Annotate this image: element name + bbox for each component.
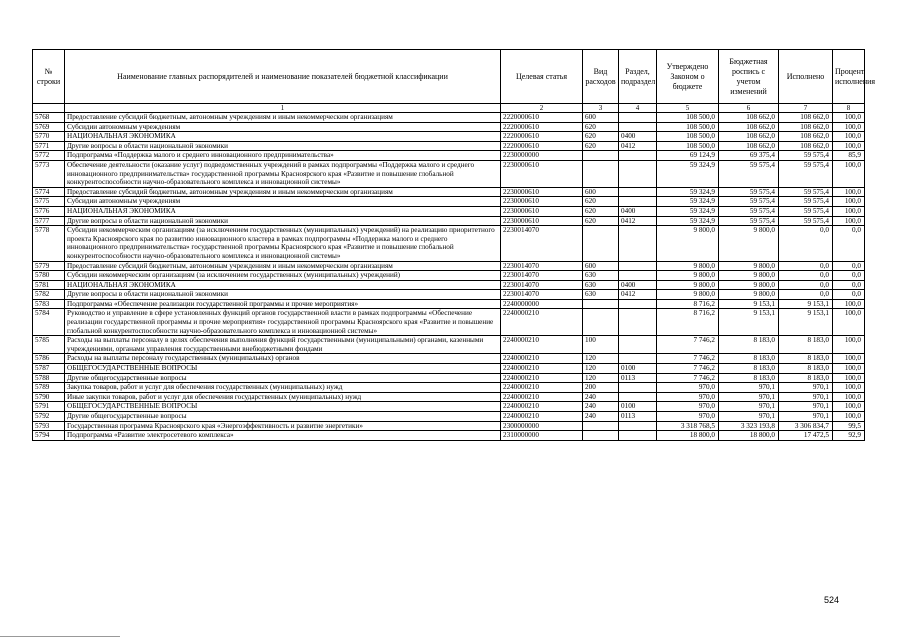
cell-row-number: 5784 xyxy=(33,309,65,336)
cell-expense-type: 120 xyxy=(583,373,619,383)
cell-name: Закупка товаров, работ и услуг для обеспечения государственных (муниципальных) нужд xyxy=(65,383,501,393)
cell-row-number: 5777 xyxy=(33,216,65,226)
cell-budget-schedule: 9 800,0 xyxy=(719,290,779,300)
cell-row-number: 5779 xyxy=(33,261,65,271)
cell-name: Иные закупки товаров, работ и услуг для обеспечения государственных (муниципальных) нужд xyxy=(65,392,501,402)
cell-approved: 7 746,2 xyxy=(657,373,719,383)
cell-section xyxy=(619,122,657,132)
cell-expense-type: 600 xyxy=(583,113,619,123)
page-number: 524 xyxy=(823,595,839,605)
cell-percent: 0,0 xyxy=(833,226,865,261)
cell-target-article: 2240000210 xyxy=(501,402,583,412)
header-row-number: № строки xyxy=(33,50,65,104)
cell-section: 0412 xyxy=(619,141,657,151)
cell-expense-type: 620 xyxy=(583,206,619,216)
cell-expense-type: 600 xyxy=(583,187,619,197)
cell-name: Другие вопросы в области национальной экономики xyxy=(65,141,501,151)
cell-expense-type: 100 xyxy=(583,336,619,354)
cell-row-number: 5773 xyxy=(33,160,65,187)
cell-approved: 108 500,0 xyxy=(657,132,719,142)
cell-name: Субсидии автономным учреждениям xyxy=(65,197,501,207)
cell-budget-schedule: 59 575,4 xyxy=(719,216,779,226)
cell-section: 0412 xyxy=(619,290,657,300)
cell-section: 0400 xyxy=(619,132,657,142)
cell-executed: 8 183,0 xyxy=(779,373,833,383)
cell-section xyxy=(619,421,657,431)
cell-target-article: 2230000610 xyxy=(501,216,583,226)
cell-approved: 59 324,9 xyxy=(657,160,719,187)
cell-section: 0100 xyxy=(619,364,657,374)
cell-name: Другие общегосударственные вопросы xyxy=(65,373,501,383)
cell-name: Государственная программа Красноярского края «Энергоэффективность и развитие энергетики» xyxy=(65,421,501,431)
cell-approved: 18 800,0 xyxy=(657,431,719,441)
column-number: 8 xyxy=(833,104,865,113)
cell-percent: 100,0 xyxy=(833,299,865,309)
cell-expense-type xyxy=(583,160,619,187)
cell-approved: 69 124,9 xyxy=(657,151,719,161)
cell-row-number: 5787 xyxy=(33,364,65,374)
cell-budget-schedule: 9 800,0 xyxy=(719,271,779,281)
table-row xyxy=(33,226,865,261)
cell-percent: 100,0 xyxy=(833,216,865,226)
cell-executed: 59 575,4 xyxy=(779,160,833,187)
cell-percent: 100,0 xyxy=(833,336,865,354)
cell-approved: 59 324,9 xyxy=(657,187,719,197)
table-row xyxy=(33,280,865,290)
cell-target-article: 2240000210 xyxy=(501,383,583,393)
cell-percent: 85,9 xyxy=(833,151,865,161)
table-row xyxy=(33,364,865,374)
cell-target-article: 2230000610 xyxy=(501,160,583,187)
cell-row-number: 5786 xyxy=(33,354,65,364)
cell-budget-schedule: 970,1 xyxy=(719,392,779,402)
cell-section: 0100 xyxy=(619,402,657,412)
cell-approved: 970,0 xyxy=(657,412,719,422)
cell-percent: 0,0 xyxy=(833,290,865,300)
cell-budget-schedule: 59 575,4 xyxy=(719,187,779,197)
cell-approved: 970,0 xyxy=(657,392,719,402)
cell-target-article: 2300000000 xyxy=(501,421,583,431)
cell-section xyxy=(619,151,657,161)
table-row xyxy=(33,299,865,309)
cell-section: 0113 xyxy=(619,412,657,422)
cell-percent: 0,0 xyxy=(833,271,865,281)
cell-target-article: 2240000210 xyxy=(501,309,583,336)
cell-executed: 970,1 xyxy=(779,392,833,402)
cell-name: Расходы на выплаты персоналу в целях обеспечения выполнения функций государственными (муниципальными) органами, казенными учреждениями, органами управления государственными внебюджетными фондами xyxy=(65,336,501,354)
cell-budget-schedule: 69 375,4 xyxy=(719,151,779,161)
cell-target-article: 2310000000 xyxy=(501,431,583,441)
cell-row-number: 5789 xyxy=(33,383,65,393)
cell-name: ОБЩЕГОСУДАРСТВЕННЫЕ ВОПРОСЫ xyxy=(65,402,501,412)
cell-percent: 100,0 xyxy=(833,141,865,151)
table-row xyxy=(33,421,865,431)
table-row xyxy=(33,354,865,364)
cell-section: 0412 xyxy=(619,216,657,226)
cell-section xyxy=(619,187,657,197)
cell-section xyxy=(619,383,657,393)
header-approved: Утверждено Законом о бюджете xyxy=(657,50,719,104)
cell-expense-type xyxy=(583,421,619,431)
header-executed: Исполнено xyxy=(779,50,833,104)
cell-section xyxy=(619,431,657,441)
column-number-row xyxy=(33,104,865,113)
cell-section xyxy=(619,160,657,187)
cell-approved: 970,0 xyxy=(657,402,719,412)
cell-expense-type: 600 xyxy=(583,261,619,271)
cell-row-number: 5792 xyxy=(33,412,65,422)
cell-approved: 7 746,2 xyxy=(657,354,719,364)
cell-approved: 9 800,0 xyxy=(657,271,719,281)
cell-row-number: 5794 xyxy=(33,431,65,441)
cell-budget-schedule: 3 323 193,8 xyxy=(719,421,779,431)
cell-name: Предоставление субсидий бюджетным, автономным учреждениям и иным некоммерческим организациям xyxy=(65,113,501,123)
cell-budget-schedule: 9 800,0 xyxy=(719,261,779,271)
header-percent: Процент исполнения xyxy=(833,50,865,104)
cell-executed: 0,0 xyxy=(779,226,833,261)
cell-approved: 108 500,0 xyxy=(657,122,719,132)
table-row xyxy=(33,160,865,187)
cell-executed: 3 306 834,7 xyxy=(779,421,833,431)
cell-approved: 9 800,0 xyxy=(657,290,719,300)
cell-executed: 108 662,0 xyxy=(779,113,833,123)
column-number: 3 xyxy=(583,104,619,113)
cell-section xyxy=(619,113,657,123)
cell-name: НАЦИОНАЛЬНАЯ ЭКОНОМИКА xyxy=(65,206,501,216)
cell-expense-type: 630 xyxy=(583,290,619,300)
cell-expense-type: 620 xyxy=(583,141,619,151)
cell-section xyxy=(619,336,657,354)
cell-section xyxy=(619,197,657,207)
cell-target-article: 2220000610 xyxy=(501,141,583,151)
cell-percent: 100,0 xyxy=(833,412,865,422)
cell-expense-type: 240 xyxy=(583,412,619,422)
cell-expense-type: 240 xyxy=(583,392,619,402)
cell-approved: 59 324,9 xyxy=(657,206,719,216)
cell-executed: 8 183,0 xyxy=(779,354,833,364)
table-header xyxy=(33,50,876,113)
cell-percent: 100,0 xyxy=(833,354,865,364)
cell-section: 0400 xyxy=(619,206,657,216)
cell-name: НАЦИОНАЛЬНАЯ ЭКОНОМИКА xyxy=(65,280,501,290)
cell-expense-type xyxy=(583,431,619,441)
cell-budget-schedule: 108 662,0 xyxy=(719,132,779,142)
cell-name: Предоставление субсидий бюджетным, автономным учреждениям и иным некоммерческим организациям xyxy=(65,261,501,271)
header-budget-schedule: Бюджетная роспись с учетом изменений xyxy=(719,50,779,104)
cell-budget-schedule: 108 662,0 xyxy=(719,113,779,123)
cell-budget-schedule: 18 800,0 xyxy=(719,431,779,441)
cell-percent: 100,0 xyxy=(833,206,865,216)
cell-expense-type: 620 xyxy=(583,122,619,132)
cell-section xyxy=(619,299,657,309)
cell-percent: 0,0 xyxy=(833,280,865,290)
cell-percent: 100,0 xyxy=(833,113,865,123)
cell-row-number: 5769 xyxy=(33,122,65,132)
cell-executed: 59 575,4 xyxy=(779,197,833,207)
cell-percent: 0,0 xyxy=(833,261,865,271)
cell-section xyxy=(619,261,657,271)
cell-approved: 3 318 768,5 xyxy=(657,421,719,431)
cell-target-article: 2230014070 xyxy=(501,290,583,300)
cell-expense-type: 240 xyxy=(583,402,619,412)
cell-executed: 59 575,4 xyxy=(779,206,833,216)
table-row xyxy=(33,151,865,161)
cell-row-number: 5793 xyxy=(33,421,65,431)
cell-row-number: 5790 xyxy=(33,392,65,402)
cell-approved: 108 500,0 xyxy=(657,113,719,123)
cell-budget-schedule: 59 575,4 xyxy=(719,206,779,216)
budget-execution-table xyxy=(32,49,876,441)
cell-approved: 8 716,2 xyxy=(657,309,719,336)
column-number xyxy=(33,104,65,113)
cell-budget-schedule: 970,1 xyxy=(719,412,779,422)
cell-target-article: 2230000610 xyxy=(501,206,583,216)
cell-expense-type xyxy=(583,226,619,261)
cell-percent: 100,0 xyxy=(833,364,865,374)
cell-percent: 100,0 xyxy=(833,197,865,207)
cell-row-number: 5774 xyxy=(33,187,65,197)
cell-executed: 8 183,0 xyxy=(779,364,833,374)
table-row xyxy=(33,216,865,226)
cell-approved: 59 324,9 xyxy=(657,197,719,207)
cell-expense-type xyxy=(583,299,619,309)
cell-budget-schedule: 9 153,1 xyxy=(719,299,779,309)
table-row xyxy=(33,197,865,207)
column-number: 1 xyxy=(65,104,501,113)
cell-row-number: 5782 xyxy=(33,290,65,300)
cell-target-article: 2230014070 xyxy=(501,226,583,261)
cell-percent: 100,0 xyxy=(833,122,865,132)
cell-target-article: 2240000210 xyxy=(501,412,583,422)
cell-target-article: 2230000000 xyxy=(501,151,583,161)
table-row xyxy=(33,412,865,422)
cell-row-number: 5780 xyxy=(33,271,65,281)
cell-name: Расходы на выплаты персоналу государственных (муниципальных) органов xyxy=(65,354,501,364)
table-row xyxy=(33,122,865,132)
cell-target-article: 2220000610 xyxy=(501,132,583,142)
cell-executed: 59 575,4 xyxy=(779,216,833,226)
cell-target-article: 2240000210 xyxy=(501,364,583,374)
cell-row-number: 5775 xyxy=(33,197,65,207)
cell-approved: 7 746,2 xyxy=(657,364,719,374)
cell-target-article: 2230014070 xyxy=(501,280,583,290)
table-row xyxy=(33,383,865,393)
cell-row-number: 5783 xyxy=(33,299,65,309)
cell-row-number: 5776 xyxy=(33,206,65,216)
cell-expense-type: 120 xyxy=(583,354,619,364)
cell-executed: 108 662,0 xyxy=(779,141,833,151)
cell-section xyxy=(619,392,657,402)
cell-target-article: 2230014070 xyxy=(501,261,583,271)
table-row xyxy=(33,187,865,197)
cell-expense-type: 120 xyxy=(583,364,619,374)
cell-target-article: 2240000210 xyxy=(501,392,583,402)
header-expense-type: Вид расходов xyxy=(583,50,619,104)
cell-budget-schedule: 8 183,0 xyxy=(719,354,779,364)
table-row xyxy=(33,290,865,300)
cell-row-number: 5771 xyxy=(33,141,65,151)
cell-name: Субсидии некоммерческим организациям (за исключением государственных (муниципальных) учреждений) xyxy=(65,271,501,281)
table-row xyxy=(33,402,865,412)
column-number: 2 xyxy=(501,104,583,113)
header-name: Наименование главных распорядителей и наименование показателей бюджетной классификации xyxy=(65,50,501,104)
header-target-article: Целевая статья xyxy=(501,50,583,104)
cell-approved: 9 800,0 xyxy=(657,226,719,261)
table-body xyxy=(33,113,865,441)
cell-name: ОБЩЕГОСУДАРСТВЕННЫЕ ВОПРОСЫ xyxy=(65,364,501,374)
cell-row-number: 5778 xyxy=(33,226,65,261)
cell-approved: 108 500,0 xyxy=(657,141,719,151)
table-row xyxy=(33,206,865,216)
cell-expense-type: 630 xyxy=(583,280,619,290)
column-number: 6 xyxy=(719,104,779,113)
cell-executed: 970,1 xyxy=(779,383,833,393)
cell-executed: 9 153,1 xyxy=(779,309,833,336)
cell-name: Субсидии некоммерческим организациям (за исключением государственных (муниципальных) учреждений) на реализацию приоритетного проекта Красноярского края по развитию инновационного кластера в рамках подпрограммы «Поддержка малого и среднего инновационного предпринимательства» государственной программы Красноярского края «Развитие и повышение глобальной конкурентоспособности научно-образовательного комплекса и инновационной системы» xyxy=(65,226,501,261)
column-number: 5 xyxy=(657,104,719,113)
cell-expense-type xyxy=(583,309,619,336)
cell-percent: 92,9 xyxy=(833,431,865,441)
cell-expense-type: 620 xyxy=(583,132,619,142)
column-number: 7 xyxy=(779,104,833,113)
footer-rule xyxy=(0,636,120,637)
cell-target-article: 2240000000 xyxy=(501,299,583,309)
cell-expense-type xyxy=(583,151,619,161)
cell-section: 0400 xyxy=(619,280,657,290)
cell-approved: 8 716,2 xyxy=(657,299,719,309)
cell-approved: 9 800,0 xyxy=(657,280,719,290)
cell-section: 0113 xyxy=(619,373,657,383)
cell-approved: 970,0 xyxy=(657,383,719,393)
cell-row-number: 5770 xyxy=(33,132,65,142)
cell-executed: 8 183,0 xyxy=(779,336,833,354)
cell-name: НАЦИОНАЛЬНАЯ ЭКОНОМИКА xyxy=(65,132,501,142)
cell-executed: 0,0 xyxy=(779,271,833,281)
cell-budget-schedule: 9 800,0 xyxy=(719,280,779,290)
cell-executed: 108 662,0 xyxy=(779,132,833,142)
cell-approved: 7 746,2 xyxy=(657,336,719,354)
cell-executed: 108 662,0 xyxy=(779,122,833,132)
table-row xyxy=(33,132,865,142)
cell-row-number: 5772 xyxy=(33,151,65,161)
header-section: Раздел, подраздел xyxy=(619,50,657,104)
table-row xyxy=(33,309,865,336)
cell-target-article: 2230000610 xyxy=(501,187,583,197)
cell-executed: 970,1 xyxy=(779,402,833,412)
table-row xyxy=(33,141,865,151)
table-row xyxy=(33,373,865,383)
cell-budget-schedule: 59 575,4 xyxy=(719,160,779,187)
cell-percent: 100,0 xyxy=(833,132,865,142)
cell-percent: 100,0 xyxy=(833,373,865,383)
cell-budget-schedule: 59 575,4 xyxy=(719,197,779,207)
table-row xyxy=(33,336,865,354)
cell-percent: 100,0 xyxy=(833,187,865,197)
cell-target-article: 2230014070 xyxy=(501,271,583,281)
cell-section xyxy=(619,271,657,281)
cell-executed: 59 575,4 xyxy=(779,151,833,161)
cell-budget-schedule: 108 662,0 xyxy=(719,122,779,132)
table-row xyxy=(33,392,865,402)
cell-percent: 99,5 xyxy=(833,421,865,431)
cell-budget-schedule: 108 662,0 xyxy=(719,141,779,151)
cell-percent: 100,0 xyxy=(833,383,865,393)
cell-target-article: 2240000210 xyxy=(501,354,583,364)
cell-row-number: 5768 xyxy=(33,113,65,123)
table-row xyxy=(33,271,865,281)
cell-section xyxy=(619,226,657,261)
cell-section xyxy=(619,309,657,336)
column-number: 4 xyxy=(619,104,657,113)
cell-expense-type: 620 xyxy=(583,216,619,226)
cell-target-article: 2240000210 xyxy=(501,336,583,354)
cell-budget-schedule: 9 153,1 xyxy=(719,309,779,336)
cell-executed: 0,0 xyxy=(779,290,833,300)
cell-expense-type: 620 xyxy=(583,197,619,207)
cell-row-number: 5788 xyxy=(33,373,65,383)
cell-section xyxy=(619,354,657,364)
cell-executed: 0,0 xyxy=(779,280,833,290)
cell-executed: 9 153,1 xyxy=(779,299,833,309)
cell-name: Подпрограмма «Поддержка малого и среднего инновационного предпринимательства» xyxy=(65,151,501,161)
cell-name: Подпрограмма «Обеспечение реализации государственной программы и прочие мероприятия» xyxy=(65,299,501,309)
cell-row-number: 5785 xyxy=(33,336,65,354)
cell-budget-schedule: 8 183,0 xyxy=(719,364,779,374)
cell-percent: 100,0 xyxy=(833,392,865,402)
cell-name: Обеспечение деятельности (оказание услуг) подведомственных учреждений в рамках подпрограммы «Поддержка малого и среднего инновационного предпринимательства» государственной программы Красноярского края «Развитие и повышение глобальной конкурентоспособности научно-образовательного комплекса и инновационной системы» xyxy=(65,160,501,187)
cell-approved: 9 800,0 xyxy=(657,261,719,271)
cell-name: Другие вопросы в области национальной экономики xyxy=(65,216,501,226)
cell-executed: 59 575,4 xyxy=(779,187,833,197)
cell-budget-schedule: 970,1 xyxy=(719,383,779,393)
cell-budget-schedule: 8 183,0 xyxy=(719,336,779,354)
table-row xyxy=(33,431,865,441)
cell-target-article: 2220000610 xyxy=(501,122,583,132)
cell-expense-type: 630 xyxy=(583,271,619,281)
cell-name: Подпрограмма «Развитие электросетевого комплекса» xyxy=(65,431,501,441)
cell-target-article: 2230000610 xyxy=(501,197,583,207)
cell-executed: 0,0 xyxy=(779,261,833,271)
cell-target-article: 2220000610 xyxy=(501,113,583,123)
table-row xyxy=(33,113,865,123)
budget-table-container xyxy=(32,49,876,441)
cell-name: Другие общегосударственные вопросы xyxy=(65,412,501,422)
cell-name: Другие вопросы в области национальной экономики xyxy=(65,290,501,300)
cell-percent: 100,0 xyxy=(833,402,865,412)
cell-name: Субсидии автономным учреждениям xyxy=(65,122,501,132)
cell-expense-type: 200 xyxy=(583,383,619,393)
cell-name: Предоставление субсидий бюджетным, автономным учреждениям и иным некоммерческим организациям xyxy=(65,187,501,197)
cell-name: Руководство и управление в сфере установленных функций органов государственной власти в рамках подпрограммы «Обеспечение реализации государственной программы и прочие мероприятия» государственной программы Красноярского края «Развитие и повышение глобальной конкурентоспособности научно-образовательного комплекса и инновационной системы» xyxy=(65,309,501,336)
cell-percent: 100,0 xyxy=(833,309,865,336)
cell-executed: 970,1 xyxy=(779,412,833,422)
table-row xyxy=(33,261,865,271)
cell-row-number: 5791 xyxy=(33,402,65,412)
cell-budget-schedule: 970,1 xyxy=(719,402,779,412)
cell-row-number: 5781 xyxy=(33,280,65,290)
cell-percent: 100,0 xyxy=(833,160,865,187)
cell-approved: 59 324,9 xyxy=(657,216,719,226)
cell-budget-schedule: 9 800,0 xyxy=(719,226,779,261)
cell-budget-schedule: 8 183,0 xyxy=(719,373,779,383)
cell-target-article: 2240000210 xyxy=(501,373,583,383)
cell-executed: 17 472,5 xyxy=(779,431,833,441)
